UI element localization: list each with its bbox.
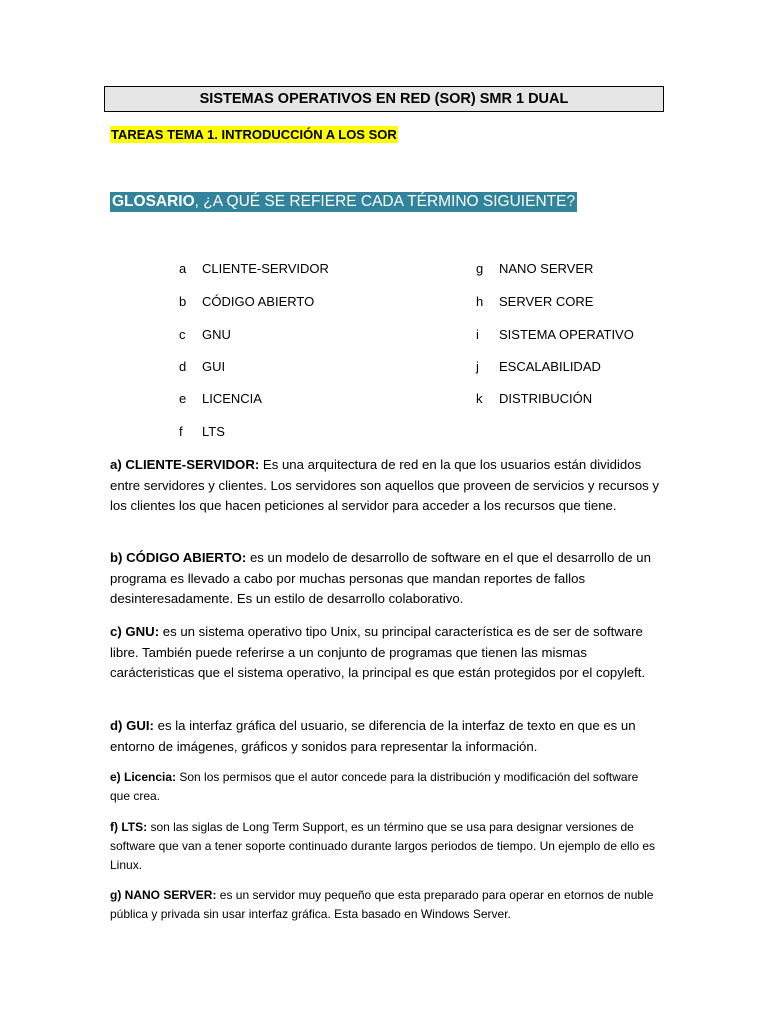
term-text: LICENCIA xyxy=(202,391,262,406)
definition-paragraph xyxy=(110,455,660,517)
definition-paragraph xyxy=(110,622,660,684)
term-letter: j xyxy=(476,359,479,374)
term-text: GNU xyxy=(202,327,231,342)
definition-text: es un modelo de desarrollo de software en el que el desarrollo de un programa es llevado a cabo por muchas personas que mandan reportes de fallos desinteresadamente. Es un estilo de desarrollo colaborativo. xyxy=(110,550,651,606)
definition-text: son las siglas de Long Term Support, es un término que se usa para designar versiones de software que van a tener soporte continuado durante largos periodos de tiempo. Un ejemplo de ello es Linux. xyxy=(110,820,656,872)
term-text: GUI xyxy=(202,359,226,374)
term-letter: d xyxy=(179,359,187,374)
definition-label: f) LTS: xyxy=(110,820,148,834)
term-text: CLIENTE-SERVIDOR xyxy=(202,261,329,276)
term-letter: i xyxy=(476,327,479,342)
definition-label: e) Licencia: xyxy=(110,770,177,784)
glossary-heading-question: , ¿A QUÉ SE REFIERE CADA TÉRMINO SIGUIENTE? xyxy=(194,193,576,210)
document-title: SISTEMAS OPERATIVOS EN RED (SOR) SMR 1 DUAL xyxy=(104,86,664,112)
term-letter: c xyxy=(179,327,186,342)
definition-label: d) GUI: xyxy=(110,718,154,733)
definition-paragraph xyxy=(110,548,660,610)
definition-text: Son los permisos que el autor concede para la distribución y modificación del software que crea. xyxy=(110,770,639,803)
definition-text: es un sistema operativo tipo Unix, su principal característica es de ser de software libre. También puede referirse a un conjunto de programas que tienen las mismas carácteristicas que el sistema operativo, la principal es que están protegidos por el copyleft. xyxy=(110,624,646,680)
definition-paragraph xyxy=(110,886,660,924)
term-letter: h xyxy=(476,294,484,309)
glossary-heading xyxy=(110,192,577,212)
definition-text: es un servidor muy pequeño que esta preparado para operar en etornos de nuble pública y privada sin usar interfaz gráfica. Esta basado en Windows Server. xyxy=(110,888,654,921)
term-letter: f xyxy=(179,424,183,439)
term-text: DISTRIBUCIÓN xyxy=(499,391,593,406)
term-text: LTS xyxy=(202,424,225,439)
definition-text: es la interfaz gráfica del usuario, se diferencia de la interfaz de texto en que es un entorno de imágenes, gráficos y sonidos para representar la información. xyxy=(110,718,636,754)
term-letter: g xyxy=(476,261,484,276)
term-letter: a xyxy=(179,261,187,276)
definition-label: g) NANO SERVER: xyxy=(110,888,217,902)
term-letter: b xyxy=(179,294,187,309)
term-text: ESCALABILIDAD xyxy=(499,359,601,374)
term-text: SERVER CORE xyxy=(499,294,594,309)
term-letter: k xyxy=(476,391,483,406)
definition-label: c) GNU: xyxy=(110,624,160,639)
glossary-heading-bold: GLOSARIO xyxy=(112,193,195,210)
term-text: NANO SERVER xyxy=(499,261,594,276)
term-text: CÓDIGO ABIERTO xyxy=(202,294,315,309)
definition-label: a) CLIENTE-SERVIDOR: xyxy=(110,457,260,472)
term-text: SISTEMA OPERATIVO xyxy=(499,327,634,342)
definition-text: Es una arquitectura de red en la que los usuarios están divididos entre servidores y clientes. Los servidores son aquellos que proveen de servicios y recursos y los clientes los que hacen peticiones al servidor para acceder a los recursos que tiene. xyxy=(110,457,660,513)
definition-paragraph xyxy=(110,768,660,806)
term-letter: e xyxy=(179,391,187,406)
definition-paragraph xyxy=(110,716,660,757)
definition-label: b) CÓDIGO ABIERTO: xyxy=(110,550,247,565)
task-subtitle: TAREAS TEMA 1. INTRODUCCIÓN A LOS SOR xyxy=(111,127,397,142)
definition-paragraph xyxy=(110,818,660,875)
